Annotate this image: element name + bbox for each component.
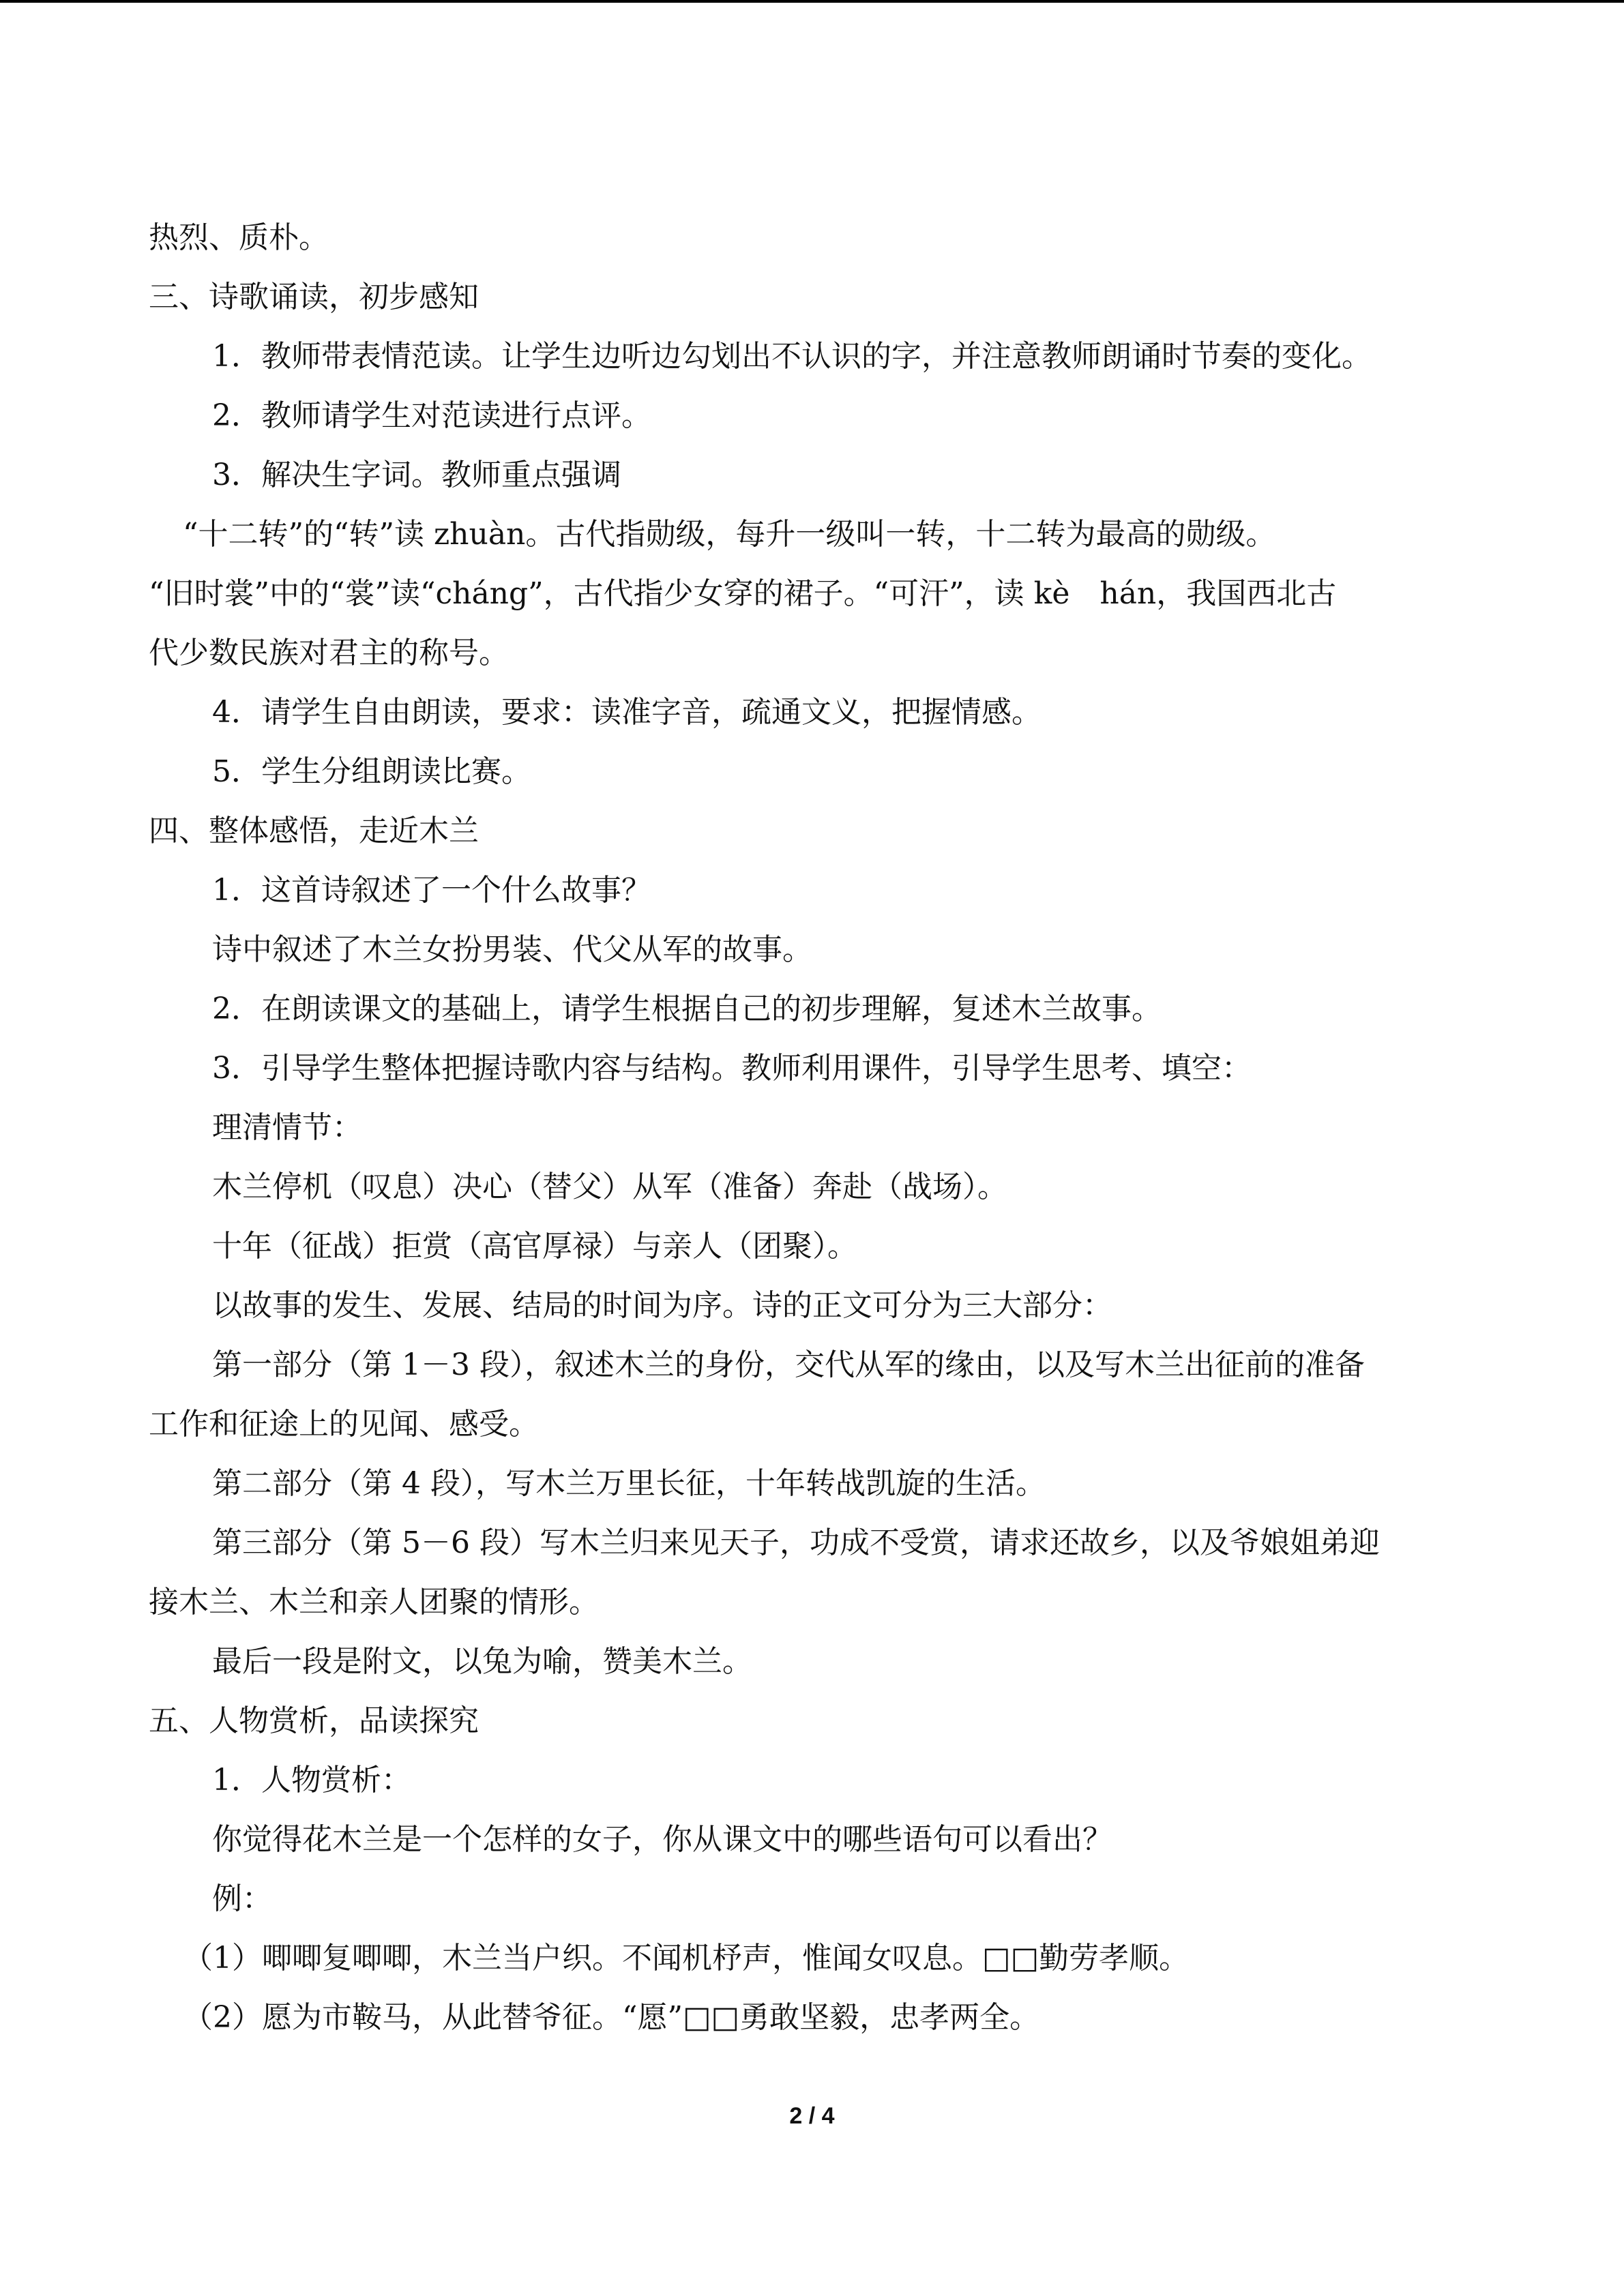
text-line: 1．教师带表情范读。让学生边听边勾划出不认识的字，并注意教师朗诵时节奏的变化。: [212, 339, 1372, 374]
text-line: 工作和征途上的见闻、感受。: [149, 1407, 539, 1442]
text-line: （1）唧唧复唧唧，木兰当户织。不闻机杼声，惟闻女叹息。□□勤劳孝顺。: [183, 1941, 1190, 1976]
text-line: 热烈、质朴。: [149, 220, 329, 255]
text-line: 三、诗歌诵读，初步感知: [149, 280, 479, 314]
top-border: [0, 0, 1624, 3]
document-body: [149, 208, 1475, 2047]
text-line: 你觉得花木兰是一个怎样的女子，你从课文中的哪些语句可以看出？: [212, 1822, 1112, 1857]
text-line: 2．在朗读课文的基础上，请学生根据自己的初步理解，复述木兰故事。: [212, 992, 1162, 1026]
text-line: 以故事的发生、发展、结局的时间为序。诗的正文可分为三大部分：: [212, 1288, 1112, 1323]
text-line: 5．学生分组朗读比赛。: [212, 754, 531, 789]
text-line: 2．教师请学生对范读进行点评。: [212, 398, 651, 433]
text-line: 1．人物赏析：: [212, 1763, 411, 1798]
text-line: 十年（征战）拒赏（高官厚禄）与亲人（团聚）。: [212, 1229, 857, 1264]
text-line: 最后一段是附文，以兔为喻，赞美木兰。: [212, 1644, 752, 1679]
text-line: 第二部分（第 4 段），写木兰万里长征，十年转战凯旋的生活。: [212, 1466, 1046, 1501]
text-line: 第三部分（第 5－6 段）写木兰归来见天子，功成不受赏，请求还故乡，以及爷娘姐弟迎: [212, 1525, 1380, 1560]
text-line: 诗中叙述了木兰女扮男装、代父从军的故事。: [212, 932, 812, 967]
text-line: 理清情节：: [212, 1110, 362, 1145]
text-line: 3．解决生字词。教师重点强调: [212, 458, 621, 492]
text-line: 木兰停机（叹息）决心（替父）从军（准备）奔赴（战场）。: [212, 1169, 1007, 1204]
page-number: 2 / 4: [789, 2103, 835, 2129]
text-line: 接木兰、木兰和亲人团聚的情形。: [149, 1585, 599, 1620]
text-line: 第一部分（第 1－3 段），叙述木兰的身份，交代从军的缘由，以及写木兰出征前的准备: [212, 1347, 1365, 1382]
text-line: 四、整体感悟，走近木兰: [149, 814, 479, 848]
text-line: 五、人物赏析，品读探究: [149, 1703, 479, 1738]
text-line: （2）愿为市鞍马，从此替爷征。“愿”□□勇敢坚毅，忠孝两全。: [183, 2000, 1040, 2035]
text-line: 3．引导学生整体把握诗歌内容与结构。教师利用课件，引导学生思考、填空：: [212, 1051, 1252, 1086]
text-line: “十二转”的“转”读 zhuàn。古代指勋级，每升一级叫一转，十二转为最高的勋级。: [183, 517, 1276, 552]
text-line: 1．这首诗叙述了一个什么故事？: [212, 873, 651, 908]
text-line: “旧时裳”中的“裳”读“cháng”，古代指少女穿的裙子。“可汗”，读 kè hán，我国西北古: [149, 576, 1337, 611]
text-line: 例：: [212, 1881, 272, 1916]
text-line: 4．请学生自由朗读，要求：读准字音，疏通文义，把握情感。: [212, 695, 1042, 730]
text-line: 代少数民族对君主的称号。: [149, 636, 509, 670]
